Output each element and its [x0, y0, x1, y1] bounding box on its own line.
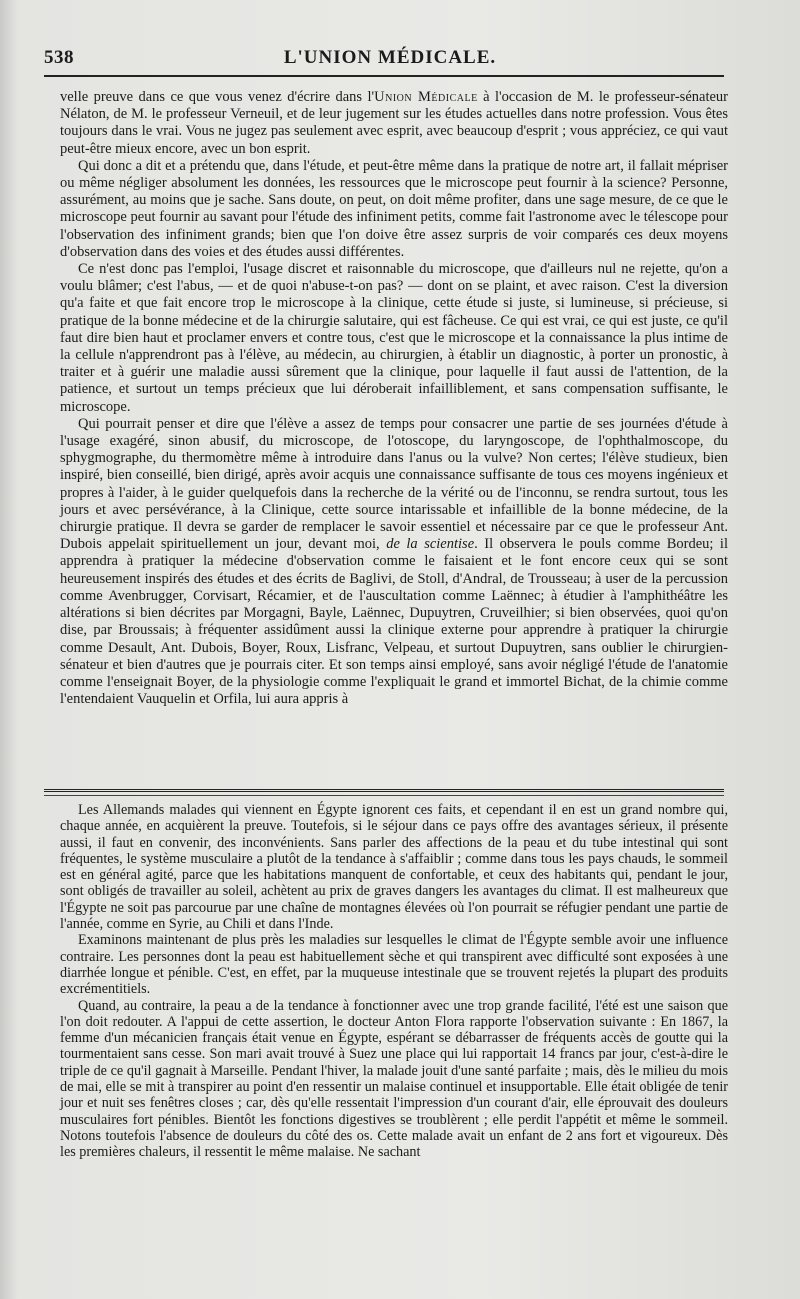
feuilleton-paragraph: Les Allemands malades qui viennent en Égypte ignorent ces faits, et cependant il en est un grand nombre qui, chaque année, en acquièrent la preuve. Toutefois, si le séjour dans ce pays offre des avantages sérieux, il présente aussi, il faut en convenir, des inconvénients. Sans parler des affections de la peau et du tube intestinal qui sont fréquentes, le système musculaire a plutôt de la tendance à s'affaiblir ; comme dans tous les pays chauds, le sommeil est en général agité, parce que les habitations manquent de confortable, et ceux des habitants qui, pendant le jour, sont obligés de travailler au soleil, achètent au prix de graves dangers les avantages du climat. Il est malheureux que l'Égypte ne soit pas parcourue par une chaîne de montagnes élevées où l'on pourrait se réfugier pendant une partie de l'année, comme en Syrie, au Chili et dans l'Inde.	[60, 802, 728, 933]
running-title: L'UNION MÉDICALE.	[283, 47, 497, 68]
article-paragraph: velle preuve dans ce que vous venez d'écrire dans l'Union Médicale à l'occasion de M. le professeur-sénateur Nélaton, de M. le professeur Verneuil, et de leur jugement sur les études actuelles dans notre profession. Vous êtes toujours dans le vrai. Vous ne jugez pas seulement avec esprit, avec beaucoup d'esprit ; vous appréciez, ce qui vaut peut-être mieux encore, avec un bon esprit.	[60, 89, 728, 157]
article-paragraph: Ce n'est donc pas l'emploi, l'usage discret et raisonnable du microscope, que d'ailleurs nul ne rejette, qu'on a voulu blâmer; c'est l'abus, — et de quoi n'abuse-t-on pas? — dont on se plaint, et avec raison. C'est la diversion qu'a faite et que fait encore trop le microscope à la clinique, cette étude si juste, si lumineuse, si précieuse, si pratique de la bonne médecine et de la chirurgie salutaire, qui est fâcheuse. Ce qui est vrai, ce qui est juste, ce qu'il faut dire bien haut et proclamer envers et contre tous, c'est que le microscope et la connaissance la plus intime de la cellule n'apprendront pas à l'élève, au médecin, au chirurgien, à établir un diagnostic, à porter un pronostic, à traiter et à guérir une maladie aussi sûrement que la clinique, pour laquelle il faut aussi de l'attention, de la patience, et surtout un temps précieux que lui déroberait infailliblement, et sans compensation suffisante, le microscope.	[60, 261, 728, 415]
header-rule	[44, 75, 724, 77]
page-number: 538	[44, 47, 74, 68]
main-article	[60, 89, 728, 708]
feuilleton-paragraph: Quand, au contraire, la peau a de la tendance à fonctionner avec une trop grande facilité, l'été est une saison que l'on doit redouter. A l'appui de cette assertion, le docteur Anton Flora rapporte l'observation suivante : En 1867, la femme d'un mécanicien français était venue en Égypte, espérant se débarrasser de fréquents accès de goutte qui la tourmentaient sans cesse. Son mari avait trouvé à Suez une place qui lui rapportait 14 francs par jour, c'est-à-dire le triple de ce qu'il gagnait à Marseille. Pendant l'hiver, la malade jouit d'une santé parfaite ; mais, dès le milieu du mois de mai, elle se mit à transpirer au point d'en ressentir un malaise continuel et insupportable. Elle était obligée de tenir jour et nuit ses fenêtres closes ; car, dès qu'elle ressentait l'impression d'un courant d'air, elle éprouvait des douleurs musculaires fort pénibles. Bientôt les fonctions digestives se troublèrent ; elle perdit l'appétit et même le sommeil. Notons toutefois l'absence de douleurs du côté des os. Cette malade avait un enfant de 2 ans fort et vigoureux. Dès les premières chaleurs, il ressentit le même malaise. Ne sachant	[60, 997, 728, 1161]
feuilleton-paragraph: Examinons maintenant de plus près les maladies sur lesquelles le climat de l'Égypte semble avoir une influence contraire. Les personnes dont la peau est habituellement sèche et qui transpirent avec difficulté sont exposées à une diarrhée longue et pénible. C'est, en effet, par la muqueuse intestinale que se trouvent rejetés la plupart des produits excrémentitiels.	[60, 932, 728, 998]
feuilleton-section	[60, 802, 728, 1161]
journal-name: Union Médicale	[374, 89, 478, 105]
italic-phrase: de la scientise	[386, 536, 475, 553]
page-header	[40, 44, 740, 74]
feuilleton-separator-thin	[44, 795, 724, 796]
article-paragraph: Qui donc a dit et a prétendu que, dans l'étude, et peut-être même dans la pratique de notre art, il fallait mépriser ou même négliger absolument les données, les ressources que le microscope peut fournir à la science? Personne, assurément, au moins que je sache. Sans doute, on peut, on doit même profiter, dans une sage mesure, de ce que le microscope peut fournir au savant pour l'étude des infiniment petits, comme fait l'astronome avec le télescope pour l'observation des infiniment grands; bien que l'on doive être assez surpris de voir comparés ces deux moyens d'observation dans des voies et des études aussi différentes.	[60, 157, 728, 260]
article-paragraph: Qui pourrait penser et dire que l'élève a assez de temps pour consacrer une partie de ses journées d'étude à l'usage exagéré, sinon abusif, du microscope, de l'otoscope, du laryngoscope, de l'ophthalmoscope, du sphygmographe, du thermomètre même à introduire dans l'anus ou la vulve? Non certes; l'élève studieux, bien inspiré, bien conseillé, bien dirigé, après avoir acquis une connaissance suffisante de tous ces moyens ingénieux et propres à l'aider, à le guider quelquefois dans la recherche de la vérité ou de l'inconnu, se rendra surtout, tous les jours et avec persévérance, à la Clinique, cette source intarissable et infaillible de la bonne médecine, de la chirurgie pratique. Il devra se garder de remplacer le savoir essentiel et nécessaire par ce que le professeur Ant. Dubois appelait spirituellement un jour, devant moi, de la scientise. Il observera le pouls comme Bordeu; il apprendra à pratiquer la médecine d'observation comme le faisaient et le font encore ceux qui se sont heureusement inspirés des études et des écrits de Baglivi, de Stoll, d'Andral, de Trousseau; à user de la percussion comme Avenbrugger, Corvisart, Récamier, et de l'auscultation comme Laënnec; à étudier à l'amphithéâtre les altérations si bien décrites par Morgagni, Bayle, Laënnec, Dupuytren, Cruveilhier; si bien observées, quoi qu'on dise, par Broussais; à fréquenter assidûment aussi la clinique externe pour apprendre à pratiquer la chirurgie comme Desault, Ant. Dubois, Boyer, Roux, Lisfranc, Velpeau, et surtout Dupuytren, sans oublier le chirurgien-sénateur et bien d'autres que je pourrais citer. Et son temps ainsi employé, sans avoir négligé l'étude de l'anatomie comme l'enseignait Boyer, de la physiologie comme l'expliquait le grand et immortel Bichat, de la chimie comme l'entendaient Vauquelin et Orfila, lui aura appris à	[60, 415, 728, 708]
